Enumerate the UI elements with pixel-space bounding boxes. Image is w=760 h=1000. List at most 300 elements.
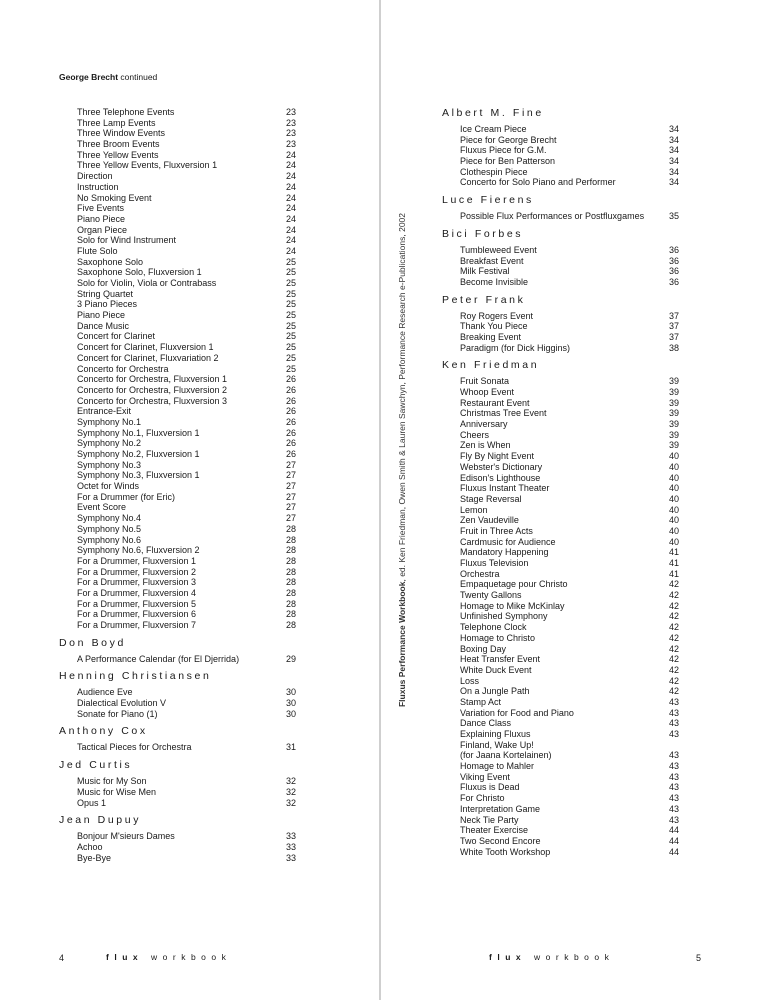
entry-title: Restaurant Event [460,397,530,408]
entry-title: Octet for Winds [77,481,140,492]
entry-title: Cheers [460,429,490,440]
toc-entry [442,376,682,387]
toc-entry [442,321,682,332]
entry-title: Symphony No.1, Fluxversion 1 [77,427,200,438]
entry-page-number: 42 [669,611,680,622]
entry-page-number: 24 [286,213,297,224]
spine-credit [397,213,407,707]
entry-title: Roy Rogers Event [460,310,534,321]
toc-entry [59,492,299,503]
spine-credit-rest: , ed. Ken Friedman, Owen Smith & Lauren Sawchyn, Performance Research e-Publications, 2002 [397,212,407,582]
entry-title: Fluxus Piece for G.M. [460,145,547,156]
entry-title: 3 Piano Pieces [77,299,138,310]
toc-entry [59,798,299,809]
entry-title: Whoop Event [460,387,515,397]
entry-title: Flute Solo [77,245,118,256]
entry-page-number: 42 [669,675,680,686]
entry-title: Entrance-Exit [77,406,132,417]
entry-page-number: 38 [669,342,680,353]
toc-entry [59,235,299,246]
entry-title: Concerto for Orchestra, Fluxversion 1 [77,374,228,385]
entry-page-number: 25 [286,310,297,321]
entry-page-number: 26 [286,438,297,449]
left-page-number: 4 [59,953,65,963]
entry-title: Music for My Son [77,776,147,787]
toc-entry [59,842,299,853]
toc-entry [442,750,682,761]
entry-title: Stamp Act [460,696,502,707]
toc-entry [442,266,682,277]
toc-entry [59,214,299,225]
toc-entry [442,686,682,697]
toc-entry [59,535,299,546]
entry-title: For a Drummer, Fluxversion 2 [77,566,197,577]
entry-title: For a Drummer, Fluxversion 4 [77,587,197,598]
entry-page-number: 28 [286,523,297,534]
entry-title: A Performance Calendar (for El Djerrida) [77,653,240,664]
toc-entry [442,601,682,612]
toc-entry [442,473,682,484]
entry-page-number: 28 [286,566,297,577]
toc-entry [442,761,682,772]
toc-entry [59,118,299,129]
toc-entry [442,332,682,343]
entry-page-number: 25 [286,352,297,363]
entry-page-number: 43 [669,761,680,772]
entry-page-number: 32 [286,786,297,797]
toc-entry [59,709,299,720]
entry-title: Fluxus Instant Theater [460,483,550,494]
toc-entry [59,310,299,321]
entry-title: Thank You Piece [460,321,528,332]
entry-title: Stage Reversal [460,493,522,504]
entry-page-number: 25 [286,342,297,353]
entry-title: Piano Piece [77,310,126,321]
entry-title: Solo for Wind Instrument [77,235,177,246]
left-column [59,107,299,863]
entry-page-number: 26 [286,427,297,438]
entry-title: Variation for Food and Piano [460,707,574,718]
author-heading: Jean Dupuy [59,814,142,827]
author-heading: Peter Frank [442,293,526,306]
entry-title: Mandatory Happening [460,547,549,558]
entry-page-number: 28 [286,620,297,630]
toc-entry [442,156,682,167]
entry-page-number: 26 [286,416,297,427]
entry-title: Edison's Lighthouse [460,472,541,483]
toc-entry [442,644,682,655]
entry-title: Become Invisible [460,276,529,287]
entry-page-number: 30 [286,687,297,698]
entry-page-number: 44 [669,846,680,857]
toc-entry [442,177,682,188]
entry-page-number: 40 [669,472,680,483]
entry-title: Breakfast Event [460,255,524,266]
entry-page-number: 34 [669,177,680,188]
brand-rest: workbook [534,952,615,962]
entry-title: Boxing Day [460,643,507,654]
toc-entry [59,438,299,449]
entry-page-number: 24 [286,171,297,182]
toc-entry [59,698,299,709]
toc-entry [442,579,682,590]
entry-page-number: 34 [669,156,680,167]
entry-title: For Christo [460,793,505,804]
toc-entry [59,609,299,620]
toc-entry [442,440,682,451]
entry-title: Symphony No.2, Fluxversion 1 [77,449,200,459]
toc-entry [442,847,682,858]
entry-title: For a Drummer, Fluxversion 3 [77,577,197,588]
entry-page-number: 25 [286,320,297,331]
entry-page-number: 26 [286,374,297,385]
toc-entry [59,289,299,300]
toc-entry [59,654,299,665]
entry-page-number: 37 [669,310,680,321]
entry-title: Interpretation Game [460,803,541,814]
entry-title: Concerto for Orchestra [77,363,169,374]
toc-entry [442,419,682,430]
toc-entry [59,831,299,842]
entry-page-number: 26 [286,449,297,459]
toc-entry [442,772,682,783]
entry-title: Concert for Clarinet, Fluxversion 1 [77,342,214,353]
entry-page-number: 24 [286,160,297,171]
entry-page-number: 37 [669,321,680,332]
entry-page-number: 42 [669,579,680,590]
entry-title: Opus 1 [77,797,107,808]
toc-entry [59,257,299,268]
toc-entry [442,590,682,601]
entry-title: Loss [460,675,480,686]
entry-page-number: 27 [286,459,297,470]
entry-title: Lemon [460,504,488,515]
toc-entry [59,182,299,193]
toc-entry [442,611,682,622]
toc-entry [59,160,299,171]
brand-bold: flux [489,952,527,962]
author-heading: Luce Fierens [442,194,534,207]
toc-entry [442,708,682,719]
entry-title: Event Score [77,502,127,513]
entry-page-number: 37 [669,331,680,342]
entry-title: For a Drummer, Fluxversion 6 [77,609,197,620]
right-footer-brand [489,952,614,962]
toc-entry [59,203,299,214]
entry-page-number: 43 [669,750,680,761]
toc-entry [59,139,299,150]
entry-page-number: 25 [286,278,297,288]
entry-title: Theater Exercise [460,825,529,836]
toc-entry [59,385,299,396]
entry-page-number: 28 [286,609,297,620]
toc-entry [59,417,299,428]
toc-entry [442,494,682,505]
brand-bold: flux [106,952,144,962]
entry-page-number: 28 [286,555,297,566]
toc-entry [442,526,682,537]
entry-page-number: 32 [286,797,297,808]
entry-title: Cardmusic for Audience [460,536,556,547]
entry-page-number: 23 [286,107,297,117]
entry-page-number: 39 [669,376,680,387]
entry-page-number: 34 [669,145,680,156]
entry-title: On a Jungle Path [460,686,530,697]
entry-title: Two Second Encore [460,835,541,846]
entry-title: Solo for Violin, Viola or Contrabass [77,278,217,288]
entry-title: Zen Vaudeville [460,515,519,526]
entry-title: Ice Cream Piece [460,124,527,134]
entry-page-number: 42 [669,664,680,675]
entry-page-number: 24 [286,235,297,246]
entry-title: For a Drummer, Fluxversion 5 [77,598,197,609]
entry-title: Symphony No.3, Fluxversion 1 [77,470,200,481]
entry-title: Concert for Clarinet [77,331,156,342]
running-head-suffix: continued [120,72,158,82]
entry-title: Concerto for Solo Piano and Performer [460,177,616,188]
entry-title: Five Events [77,203,125,214]
entry-page-number: 28 [286,534,297,545]
entry-page-number: 27 [286,502,297,513]
entry-title: Orchestra [460,568,500,579]
entry-title: For a Drummer, Fluxversion 7 [77,620,197,630]
entry-title: Dialectical Evolution V [77,698,167,709]
entry-title: Paradigm (for Dick Higgins) [460,342,571,353]
entry-page-number: 42 [669,643,680,654]
entry-title: Instruction [77,181,119,192]
entry-title: For a Drummer (for Eric) [77,491,176,502]
toc-entry [442,676,682,687]
entry-title: Zen is When [460,440,511,451]
toc-entry [442,654,682,665]
entry-title: Homage to Mahler [460,761,535,772]
toc-entry [442,256,682,267]
entry-page-number: 43 [669,718,680,729]
toc-entry [59,556,299,567]
toc-entry [442,145,682,156]
toc-entry [442,547,682,558]
toc-entry [442,408,682,419]
entry-title: Achoo [77,841,103,852]
entry-page-number: 30 [286,698,297,709]
entry-page-number: 42 [669,632,680,643]
entry-title: Neck Tie Party [460,814,519,825]
entry-page-number: 28 [286,577,297,588]
toc-entry [59,193,299,204]
toc-entry [59,588,299,599]
entry-title: Direction [77,171,113,182]
entry-page-number: 26 [286,384,297,395]
entry-title: Three Lamp Events [77,117,156,128]
toc-entry [59,225,299,236]
author-heading: Anthony Cox [59,725,148,738]
toc-entry [59,776,299,787]
entry-title: Three Yellow Events [77,149,159,160]
entry-title: Explaining Fluxus [460,729,531,739]
author-heading: Henning Christiansen [59,670,212,683]
entry-page-number: 36 [669,244,680,255]
entry-page-number: 34 [669,124,680,134]
entry-title: Saxophone Solo [77,256,144,267]
toc-entry [59,449,299,460]
entry-page-number: 41 [669,547,680,558]
entry-title: Milk Festival [460,266,510,277]
entry-title: Three Broom Events [77,139,160,150]
toc-entry [59,687,299,698]
entry-title: Unfinished Symphony [460,611,548,622]
toc-entry [442,793,682,804]
entry-page-number: 32 [286,776,297,787]
entry-title: Telephone Clock [460,622,527,633]
toc-entry [59,150,299,161]
toc-entry [442,836,682,847]
entry-page-number: 43 [669,696,680,707]
toc-entry [442,804,682,815]
entry-page-number: 39 [669,408,680,419]
author-heading: Don Boyd [59,636,126,649]
entry-page-number: 23 [286,128,297,139]
entry-page-number: 42 [669,622,680,633]
toc-entry [59,502,299,513]
entry-page-number: 42 [669,590,680,601]
entry-title: Anniversary [460,419,508,430]
entry-title: Three Window Events [77,128,166,139]
left-footer-brand [106,952,231,962]
entry-title: Three Telephone Events [77,107,175,117]
toc-entry [59,620,299,631]
toc-entry [442,167,682,178]
entry-page-number: 40 [669,515,680,526]
entry-page-number: 25 [286,288,297,299]
entry-page-number: 39 [669,397,680,408]
toc-entry [59,342,299,353]
toc-entry [59,513,299,524]
entry-title: Homage to Christo [460,632,536,643]
entry-title: Fruit Sonata [460,376,510,387]
toc-entry [59,577,299,588]
entry-title: Dance Music [77,320,130,331]
entry-page-number: 44 [669,825,680,836]
toc-entry [59,428,299,439]
entry-page-number: 27 [286,470,297,481]
toc-entry [442,124,682,135]
toc-entry [442,343,682,354]
entry-title: Fruit in Three Acts [460,525,533,536]
entry-page-number: 35 [669,211,680,222]
toc-entry [59,128,299,139]
entry-page-number: 42 [669,686,680,697]
entry-title: Concert for Clarinet, Fluxvariation 2 [77,352,219,363]
toc-entry [442,622,682,633]
entry-page-number: 24 [286,149,297,160]
toc-entry [59,470,299,481]
entry-page-number: 25 [286,363,297,374]
entry-title: Symphony No.6 [77,534,142,545]
right-column [442,106,682,857]
toc-entry [442,718,682,729]
entry-page-number: 41 [669,558,680,568]
toc-entry [442,537,682,548]
toc-entry [59,599,299,610]
toc-entry [59,374,299,385]
toc-entry [442,387,682,398]
entry-title: Three Yellow Events, Fluxversion 1 [77,160,218,171]
entry-title: Clothespin Piece [460,166,528,177]
entry-title: Piece for George Brecht [460,134,557,145]
entry-title: Audience Eve [77,687,133,698]
entry-page-number: 36 [669,255,680,266]
author-heading: Ken Friedman [442,359,540,372]
entry-page-number: 27 [286,513,297,524]
entry-title: Sonate for Piano (1) [77,708,158,719]
toc-entry [442,569,682,580]
entry-title: (for Jaana Kortelainen) [460,750,552,761]
entry-page-number: 28 [286,545,297,556]
entry-title: White Duck Event [460,664,532,675]
entry-page-number: 43 [669,793,680,804]
entry-page-number: 43 [669,707,680,718]
entry-page-number: 33 [286,841,297,852]
entry-page-number: 39 [669,387,680,397]
toc-entry [442,311,682,322]
entry-page-number: 25 [286,256,297,267]
entry-page-number: 34 [669,166,680,177]
entry-title: Bonjour M'sieurs Dames [77,831,175,842]
entry-page-number: 42 [669,654,680,665]
entry-page-number: 23 [286,117,297,128]
running-head [59,72,157,82]
toc-entry [442,740,682,751]
entry-title: Organ Piece [77,224,128,235]
toc-entry [442,815,682,826]
entry-title: Fly By Night Event [460,451,535,462]
entry-title: Dance Class [460,718,512,729]
toc-entry [59,107,299,118]
toc-entry [442,697,682,708]
toc-entry [442,462,682,473]
entry-title: Webster's Dictionary [460,461,543,472]
entry-page-number: 36 [669,276,680,287]
entry-title: Fluxus Television [460,558,529,568]
toc-entry [59,853,299,864]
entry-page-number: 24 [286,224,297,235]
toc-entry [442,430,682,441]
entry-page-number: 40 [669,504,680,515]
toc-entry [59,787,299,798]
entry-page-number: 43 [669,803,680,814]
entry-title: Piano Piece [77,213,126,224]
entry-page-number: 24 [286,181,297,192]
toc-entry [59,460,299,471]
entry-title: Concerto for Orchestra, Fluxversion 2 [77,384,228,395]
entry-title: White Tooth Workshop [460,846,551,857]
toc-entry [59,545,299,556]
entry-title: Symphony No.2 [77,438,142,449]
entry-page-number: 43 [669,782,680,793]
entry-page-number: 40 [669,493,680,504]
entry-page-number: 34 [669,134,680,145]
author-heading: Jed Curtis [59,759,133,772]
entry-page-number: 42 [669,600,680,611]
entry-page-number: 24 [286,203,297,214]
toc-entry [442,633,682,644]
toc-entry [442,451,682,462]
toc-entry [59,481,299,492]
entry-page-number: 44 [669,835,680,846]
entry-page-number: 33 [286,831,297,842]
spine-credit-title: Fluxus Performance Workbook [397,581,407,708]
toc-entry [442,665,682,676]
